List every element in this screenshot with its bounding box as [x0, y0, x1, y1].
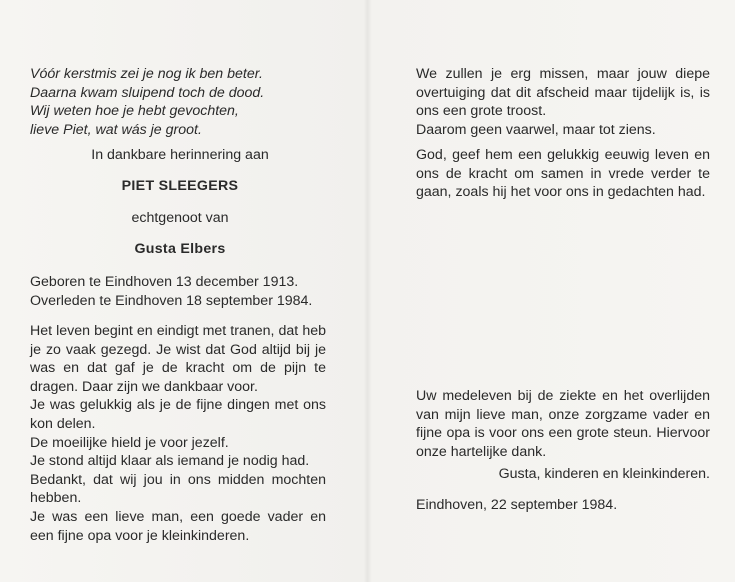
tribute-paragraph: Je stond altijd klaar als iemand je nodig had. [30, 453, 310, 470]
tribute-text [30, 322, 326, 545]
verse-line: lieve Piet, wat wás je groot. [30, 121, 202, 138]
tribute-paragraph: Je was gelukkig als je de fijne dingen met ons kon delen. [30, 397, 326, 432]
farewell-paragraph: We zullen je erg missen, maar jouw diepe overtuiging dat dit afscheid maar tijdelijk is, is ons een grote troost. [416, 66, 710, 120]
prayer-text: God, geef hem een gelukkig eeuwig leven en ons de kracht om samen in vrede verder te gaan, zoals hij het voor ons in gedachten had. [416, 147, 710, 201]
deceased-name: PIET SLEEGERS [121, 178, 239, 194]
verse-line: Wij weten hoe je hebt gevochten, [30, 103, 239, 120]
life-dates [30, 273, 330, 310]
farewell-text [416, 65, 710, 139]
spouse-name: Gusta Elbers [134, 241, 226, 257]
place-date: Eindhoven, 22 september 1984. [416, 497, 618, 513]
signature: Gusta, kinderen en kleinkinderen. [498, 466, 710, 482]
memorial-verse [30, 65, 264, 139]
tribute-paragraph: Je was een lieve man, een goede vader en een fijne opa voor je kleinkinderen. [30, 508, 326, 544]
verse-line: Vóór kerstmis zei je nog ik ben beter. [30, 66, 263, 82]
tribute-paragraph: Het leven begint en eindigt met tranen, dat heb je zo vaak gezegd. Je wist dat God altijd bij je was en dat gaf je de kracht om de pijn te dragen. Daar zijn we dankbaar voor. [30, 323, 326, 395]
farewell-paragraph: Daarom geen vaarwel, maar tot ziens. [416, 121, 656, 138]
birth-line: Geboren te Eindhoven 13 december 1913. [30, 274, 299, 290]
verse-line: Daarna kwam sluipend toch de dood. [30, 84, 265, 101]
intro-text: In dankbare herinnering aan [91, 147, 269, 163]
thanks-text: Uw medeleven bij de ziekte en het overlijden van mijn lieve man, onze zorgzame vader en fijne opa is voor ons een grote steun. Hiervoor onze hartelijke dank. [416, 388, 710, 460]
death-line: Overleden te Eindhoven 18 september 1984. [30, 292, 313, 309]
relation-text: echtgenoot van [131, 210, 229, 226]
tribute-paragraph: Bedankt, dat wij jou in ons midden mochten hebben. [30, 471, 326, 507]
tribute-paragraph: De moeilijke hield je voor jezelf. [30, 434, 229, 451]
